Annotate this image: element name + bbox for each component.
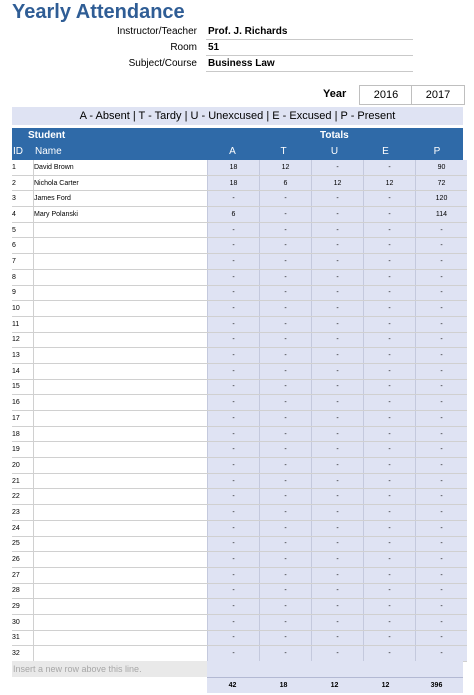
instructor-label: Instructor/Teacher: [116, 26, 197, 37]
table-row: [12, 222, 467, 238]
row-present-total: -: [416, 238, 468, 254]
row-id-cell: 27: [12, 567, 34, 583]
row-unexcused-total: -: [312, 442, 364, 458]
row-unexcused-total: -: [312, 536, 364, 552]
student-group-header: Student: [28, 130, 66, 141]
year-label: Year: [323, 88, 347, 100]
row-present-total: -: [416, 285, 468, 301]
row-tardy-total: -: [260, 442, 312, 458]
table-row: [12, 426, 467, 442]
subject-row: [0, 56, 474, 72]
row-tardy-total: -: [260, 301, 312, 317]
row-present-total: -: [416, 552, 468, 568]
row-id-cell: 16: [12, 395, 34, 411]
row-name-cell[interactable]: [34, 505, 208, 521]
row-tardy-total: 6: [260, 175, 312, 191]
row-absent-total: -: [208, 269, 260, 285]
row-tardy-total: -: [260, 379, 312, 395]
row-present-total: -: [416, 520, 468, 536]
row-id-cell: 31: [12, 630, 34, 646]
row-unexcused-total: -: [312, 301, 364, 317]
row-tardy-total: -: [260, 646, 312, 662]
totals-row: [207, 677, 463, 693]
row-absent-total: -: [208, 614, 260, 630]
row-excused-total: -: [364, 426, 416, 442]
row-excused-total: -: [364, 301, 416, 317]
row-excused-total: -: [364, 520, 416, 536]
row-id-cell: 18: [12, 426, 34, 442]
row-name-cell[interactable]: Nichola Carter: [34, 175, 208, 191]
row-unexcused-total: -: [312, 520, 364, 536]
row-excused-total: -: [364, 458, 416, 474]
row-name-cell[interactable]: [34, 395, 208, 411]
total-excused: 12: [381, 682, 390, 689]
table-row: [12, 191, 467, 207]
row-absent-total: -: [208, 254, 260, 270]
row-present-total: -: [416, 363, 468, 379]
row-absent-total: 18: [208, 175, 260, 191]
total-present: 396: [430, 682, 443, 689]
row-unexcused-total: -: [312, 599, 364, 615]
table-row: [12, 160, 467, 175]
row-absent-total: -: [208, 301, 260, 317]
row-excused-total: -: [364, 160, 416, 175]
row-tardy-total: -: [260, 458, 312, 474]
row-absent-total: -: [208, 363, 260, 379]
table-row: [12, 285, 467, 301]
row-unexcused-total: -: [312, 567, 364, 583]
row-name-cell[interactable]: [34, 411, 208, 427]
row-unexcused-total: -: [312, 458, 364, 474]
row-excused-total: -: [364, 646, 416, 662]
row-id-cell: 1: [12, 160, 34, 175]
row-id-cell: 21: [12, 473, 34, 489]
row-name-cell[interactable]: [34, 222, 208, 238]
row-excused-total: -: [364, 536, 416, 552]
row-excused-total: -: [364, 207, 416, 223]
attendance-legend: A - Absent | T - Tardy | U - Unexcused | E - Excused | P - Present: [12, 107, 463, 125]
row-present-total: 114: [416, 207, 468, 223]
row-id-cell: 29: [12, 599, 34, 615]
row-name-cell[interactable]: Mary Polanski: [34, 207, 208, 223]
page-title: Yearly Attendance: [12, 1, 185, 23]
row-excused-total: -: [364, 363, 416, 379]
table-row: [12, 411, 467, 427]
row-unexcused-total: -: [312, 473, 364, 489]
row-unexcused-total: -: [312, 348, 364, 364]
row-unexcused-total: 12: [312, 175, 364, 191]
row-present-total: -: [416, 222, 468, 238]
row-absent-total: -: [208, 646, 260, 662]
row-unexcused-total: -: [312, 332, 364, 348]
table-row: [12, 363, 467, 379]
row-name-cell[interactable]: [34, 567, 208, 583]
row-tardy-total: -: [260, 222, 312, 238]
row-absent-total: -: [208, 458, 260, 474]
table-row: [12, 458, 467, 474]
row-excused-total: -: [364, 599, 416, 615]
table-row: [12, 442, 467, 458]
row-excused-total: -: [364, 254, 416, 270]
row-present-total: -: [416, 646, 468, 662]
table-row: [12, 332, 467, 348]
row-excused-total: -: [364, 285, 416, 301]
table-row: [12, 520, 467, 536]
row-absent-total: -: [208, 285, 260, 301]
total-unexcused: 12: [330, 682, 339, 689]
row-id-cell: 13: [12, 348, 34, 364]
row-name-cell[interactable]: [34, 426, 208, 442]
row-id-cell: 12: [12, 332, 34, 348]
insert-row-hint-text: Insert a new row above this line.: [13, 664, 142, 674]
row-absent-total: 18: [208, 160, 260, 175]
row-present-total: -: [416, 630, 468, 646]
room-label: Room: [170, 42, 197, 53]
table-row: [12, 175, 467, 191]
row-unexcused-total: -: [312, 222, 364, 238]
row-tardy-total: -: [260, 238, 312, 254]
row-tardy-total: -: [260, 505, 312, 521]
row-tardy-total: -: [260, 395, 312, 411]
row-excused-total: -: [364, 489, 416, 505]
table-row: [12, 316, 467, 332]
row-unexcused-total: -: [312, 379, 364, 395]
row-name-cell[interactable]: James Ford: [34, 191, 208, 207]
instructor-row: [0, 24, 474, 40]
attendance-table: [12, 160, 467, 662]
row-id-cell: 4: [12, 207, 34, 223]
row-tardy-total: -: [260, 473, 312, 489]
row-id-cell: 5: [12, 222, 34, 238]
row-absent-total: -: [208, 411, 260, 427]
row-name-cell[interactable]: [34, 489, 208, 505]
row-id-cell: 10: [12, 301, 34, 317]
row-tardy-total: -: [260, 363, 312, 379]
row-unexcused-total: -: [312, 552, 364, 568]
row-excused-total: -: [364, 411, 416, 427]
row-tardy-total: -: [260, 520, 312, 536]
row-excused-total: -: [364, 552, 416, 568]
row-present-total: -: [416, 505, 468, 521]
absent-column-header: A: [229, 146, 236, 157]
row-excused-total: -: [364, 583, 416, 599]
row-unexcused-total: -: [312, 238, 364, 254]
row-excused-total: -: [364, 238, 416, 254]
table-row: [12, 646, 467, 662]
table-row: [12, 552, 467, 568]
row-present-total: 72: [416, 175, 468, 191]
row-id-cell: 30: [12, 614, 34, 630]
id-column-header: ID: [13, 146, 23, 157]
table-row: [12, 301, 467, 317]
row-unexcused-total: -: [312, 614, 364, 630]
table-row: [12, 630, 467, 646]
row-excused-total: -: [364, 316, 416, 332]
row-unexcused-total: -: [312, 254, 364, 270]
row-present-total: -: [416, 583, 468, 599]
row-tardy-total: 12: [260, 160, 312, 175]
row-id-cell: 28: [12, 583, 34, 599]
table-row: [12, 583, 467, 599]
row-name-cell[interactable]: [34, 536, 208, 552]
row-name-cell[interactable]: [34, 316, 208, 332]
year-end-field[interactable]: 2017: [411, 85, 465, 105]
row-name-cell[interactable]: [34, 614, 208, 630]
row-name-cell[interactable]: [34, 301, 208, 317]
row-excused-total: -: [364, 505, 416, 521]
subject-label: Subject/Course: [128, 58, 197, 69]
row-absent-total: 6: [208, 207, 260, 223]
row-absent-total: -: [208, 316, 260, 332]
table-row: [12, 599, 467, 615]
row-name-cell[interactable]: [34, 520, 208, 536]
row-name-cell[interactable]: [34, 348, 208, 364]
row-present-total: -: [416, 614, 468, 630]
table-row: [12, 379, 467, 395]
row-absent-total: -: [208, 505, 260, 521]
row-excused-total: -: [364, 395, 416, 411]
unexcused-column-header: U: [330, 146, 339, 157]
excused-column-header: E: [382, 146, 389, 157]
row-excused-total: 12: [364, 175, 416, 191]
row-unexcused-total: -: [312, 411, 364, 427]
table-row: [12, 254, 467, 270]
row-unexcused-total: -: [312, 316, 364, 332]
row-unexcused-total: -: [312, 207, 364, 223]
row-absent-total: -: [208, 395, 260, 411]
row-present-total: -: [416, 411, 468, 427]
row-name-cell[interactable]: [34, 583, 208, 599]
row-present-total: -: [416, 332, 468, 348]
table-row: [12, 536, 467, 552]
row-tardy-total: -: [260, 552, 312, 568]
row-tardy-total: -: [260, 614, 312, 630]
subject-field[interactable]: Business Law: [206, 56, 413, 72]
row-id-cell: 22: [12, 489, 34, 505]
row-name-cell[interactable]: [34, 458, 208, 474]
row-present-total: -: [416, 599, 468, 615]
row-id-cell: 6: [12, 238, 34, 254]
row-absent-total: -: [208, 583, 260, 599]
row-name-cell[interactable]: [34, 473, 208, 489]
row-present-total: 90: [416, 160, 468, 175]
row-id-cell: 9: [12, 285, 34, 301]
row-unexcused-total: -: [312, 646, 364, 662]
row-absent-total: -: [208, 379, 260, 395]
row-tardy-total: -: [260, 269, 312, 285]
row-id-cell: 14: [12, 363, 34, 379]
row-excused-total: -: [364, 191, 416, 207]
row-tardy-total: -: [260, 411, 312, 427]
row-absent-total: -: [208, 536, 260, 552]
row-excused-total: -: [364, 332, 416, 348]
row-unexcused-total: -: [312, 285, 364, 301]
room-field[interactable]: 51: [206, 40, 413, 56]
row-tardy-total: -: [260, 630, 312, 646]
row-tardy-total: -: [260, 599, 312, 615]
table-row: [12, 348, 467, 364]
row-present-total: -: [416, 489, 468, 505]
row-present-total: -: [416, 567, 468, 583]
row-absent-total: -: [208, 332, 260, 348]
row-unexcused-total: -: [312, 160, 364, 175]
row-tardy-total: -: [260, 348, 312, 364]
row-absent-total: -: [208, 552, 260, 568]
row-absent-total: -: [208, 348, 260, 364]
row-id-cell: 24: [12, 520, 34, 536]
row-id-cell: 23: [12, 505, 34, 521]
row-tardy-total: -: [260, 583, 312, 599]
row-id-cell: 7: [12, 254, 34, 270]
row-present-total: -: [416, 316, 468, 332]
row-excused-total: -: [364, 614, 416, 630]
row-tardy-total: -: [260, 332, 312, 348]
row-present-total: -: [416, 442, 468, 458]
row-unexcused-total: -: [312, 630, 364, 646]
table-row: [12, 473, 467, 489]
row-absent-total: -: [208, 191, 260, 207]
table-row: [12, 505, 467, 521]
row-id-cell: 26: [12, 552, 34, 568]
row-present-total: -: [416, 254, 468, 270]
row-id-cell: 20: [12, 458, 34, 474]
row-id-cell: 3: [12, 191, 34, 207]
row-present-total: -: [416, 301, 468, 317]
row-id-cell: 15: [12, 379, 34, 395]
row-tardy-total: -: [260, 316, 312, 332]
table-row: [12, 238, 467, 254]
total-tardy: 18: [279, 682, 288, 689]
row-absent-total: -: [208, 567, 260, 583]
row-id-cell: 2: [12, 175, 34, 191]
table-row: [12, 567, 467, 583]
row-absent-total: -: [208, 426, 260, 442]
row-unexcused-total: -: [312, 426, 364, 442]
row-tardy-total: -: [260, 191, 312, 207]
row-name-cell[interactable]: [34, 285, 208, 301]
row-present-total: -: [416, 426, 468, 442]
row-unexcused-total: -: [312, 363, 364, 379]
row-excused-total: -: [364, 442, 416, 458]
row-excused-total: -: [364, 567, 416, 583]
row-present-total: -: [416, 458, 468, 474]
row-id-cell: 19: [12, 442, 34, 458]
row-excused-total: -: [364, 269, 416, 285]
row-name-cell[interactable]: David Brown: [34, 160, 208, 175]
name-column-header: Name: [35, 146, 62, 157]
row-id-cell: 32: [12, 646, 34, 662]
table-row: [12, 489, 467, 505]
row-name-cell[interactable]: [34, 379, 208, 395]
row-name-cell[interactable]: [34, 442, 208, 458]
table-row: [12, 614, 467, 630]
total-absent: 42: [228, 682, 237, 689]
row-name-cell[interactable]: [34, 269, 208, 285]
row-absent-total: -: [208, 599, 260, 615]
row-name-cell[interactable]: [34, 646, 208, 662]
tardy-column-header: T: [280, 146, 287, 157]
table-row: [12, 269, 467, 285]
row-tardy-total: -: [260, 567, 312, 583]
insert-row-totals-area: [207, 661, 463, 677]
row-absent-total: -: [208, 442, 260, 458]
row-name-cell[interactable]: [34, 254, 208, 270]
row-excused-total: -: [364, 222, 416, 238]
row-id-cell: 17: [12, 411, 34, 427]
row-name-cell[interactable]: [34, 238, 208, 254]
row-present-total: -: [416, 473, 468, 489]
room-row: [0, 40, 474, 56]
row-name-cell[interactable]: [34, 599, 208, 615]
row-absent-total: -: [208, 238, 260, 254]
row-present-total: -: [416, 395, 468, 411]
row-unexcused-total: -: [312, 395, 364, 411]
instructor-field[interactable]: Prof. J. Richards: [206, 24, 413, 40]
row-absent-total: -: [208, 222, 260, 238]
table-row: [12, 395, 467, 411]
row-tardy-total: -: [260, 536, 312, 552]
row-tardy-total: -: [260, 426, 312, 442]
group-header: [12, 128, 463, 144]
row-absent-total: -: [208, 520, 260, 536]
row-id-cell: 25: [12, 536, 34, 552]
row-name-cell[interactable]: [34, 630, 208, 646]
row-absent-total: -: [208, 630, 260, 646]
row-absent-total: -: [208, 473, 260, 489]
row-unexcused-total: -: [312, 489, 364, 505]
row-present-total: -: [416, 348, 468, 364]
row-excused-total: -: [364, 379, 416, 395]
year-start-field[interactable]: 2016: [359, 85, 413, 105]
row-present-total: -: [416, 269, 468, 285]
table-row: [12, 207, 467, 223]
row-excused-total: -: [364, 630, 416, 646]
column-header: [12, 144, 463, 160]
row-unexcused-total: -: [312, 505, 364, 521]
row-tardy-total: -: [260, 489, 312, 505]
present-column-header: P: [433, 146, 441, 157]
row-unexcused-total: -: [312, 191, 364, 207]
row-tardy-total: -: [260, 207, 312, 223]
row-excused-total: -: [364, 473, 416, 489]
row-name-cell[interactable]: [34, 552, 208, 568]
row-excused-total: -: [364, 348, 416, 364]
row-id-cell: 8: [12, 269, 34, 285]
row-unexcused-total: -: [312, 269, 364, 285]
row-name-cell[interactable]: [34, 332, 208, 348]
row-name-cell[interactable]: [34, 363, 208, 379]
row-unexcused-total: -: [312, 583, 364, 599]
row-id-cell: 11: [12, 316, 34, 332]
row-tardy-total: -: [260, 254, 312, 270]
totals-group-header: Totals: [320, 130, 349, 141]
row-present-total: -: [416, 379, 468, 395]
row-present-total: -: [416, 536, 468, 552]
row-present-total: 120: [416, 191, 468, 207]
row-tardy-total: -: [260, 285, 312, 301]
row-absent-total: -: [208, 489, 260, 505]
